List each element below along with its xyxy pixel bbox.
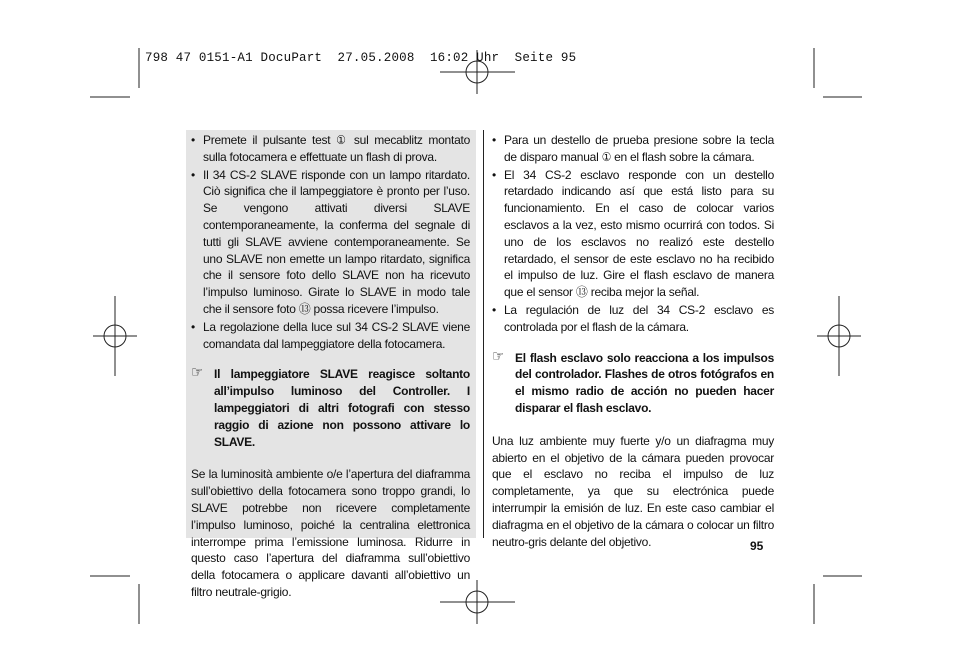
list-item: • El 34 CS-2 esclavo responde con un destello retardado indicando así que está listo para su funcionamiento. En el caso de colocar varios esclavos a la vez, esto mismo ocurrirá con todos. Si uno de los esclavos no realizó este destello retardado, el sensor de este esclavo no ha recibido el impulso de luz. Gire el flash esclavo de manera que el sensor ⑬ reciba mejor la señal.	[492, 167, 774, 301]
list-item: • La regolazione della luce sul 34 CS-2 SLAVE viene comandata dal lampeggiatore della fotocamera.	[191, 319, 470, 353]
note-text: El flash esclavo solo reacciona a los impulsos del controlador. Flashes de otros fotógrafos en el mismo radio de acción no pueden hacer disparar el flash esclavo.	[515, 350, 774, 415]
list-item: • Il 34 CS-2 SLAVE risponde con un lampo ritardato. Ciò significa che il lampeggiatore è pronto per l’uso. Se vengono attivati diversi SLAVE contemporaneamente, la conferma del segnale di tutti gli SLAVE avviene contemporaneamente. Se uno SLAVE non emette un lampo ritardato, significa che il sensore foto dello SLAVE non ha ricevuto l’impulso luminoso. Girate lo SLAVE in modo tale che il sensore foto ⑬ possa ricevere l’impulso.	[191, 167, 470, 318]
spanish-column	[492, 130, 774, 550]
pointing-hand-icon: ☞	[191, 364, 203, 382]
note-block	[191, 366, 470, 450]
note-block	[492, 347, 774, 417]
body-paragraph: Se la luminosità ambiente o/e l’apertura del diaframma sull’obiettivo della fotocamera sono troppo grandi, lo SLAVE potrebbe non ricevere completamente l’impulso luminoso, poiché la centralina elettronica interrompe prima l’emissione luminosa. Ridurre in questo caso l’apertura del diaframma sull’obiettivo della fotocamera o applicare davanti all’obiettivo un filtro neutrale-grigio.	[191, 467, 470, 599]
column-divider	[483, 130, 484, 538]
list-item: • Para un destello de prueba presione sobre la tecla de disparo manual ① en el flash sobre la cámara.	[492, 132, 774, 166]
page-number: 95	[750, 539, 764, 553]
italian-column	[186, 130, 476, 599]
list-item: • Premete il pulsante test ① sul mecablitz montato sulla fotocamera e effettuate un flash di prova.	[191, 132, 470, 166]
registration-mark-left	[93, 296, 137, 376]
body-paragraph: Una luz ambiente muy fuerte y/o un diafragma muy abierto en el objetivo de la cámara pueden provocar que el esclavo no reciba el impulso de luz completamente, ya que su electrónica puede interrumpir la emisión de luz. En este caso cambiar el diafragma en el objetivo de la cámara o colocar un filtro neutro-gris delante del objetivo.	[492, 433, 774, 549]
list-item: • La regulación de luz del 34 CS-2 esclavo es controlada por el flash de la cámara.	[492, 302, 774, 336]
pointing-hand-icon: ☞	[492, 347, 504, 365]
registration-mark-right	[817, 296, 861, 376]
print-slug-header: 798 47 0151-A1 DocuPart 27.05.2008 16:02 Uhr Seite 95	[145, 51, 577, 65]
note-text: Il lampeggiatore SLAVE reagisce soltanto all’impulso luminoso del Controller. I lampeggiatori di altri fotografi con stesso raggio di azione non possono attivare lo SLAVE.	[214, 367, 470, 449]
